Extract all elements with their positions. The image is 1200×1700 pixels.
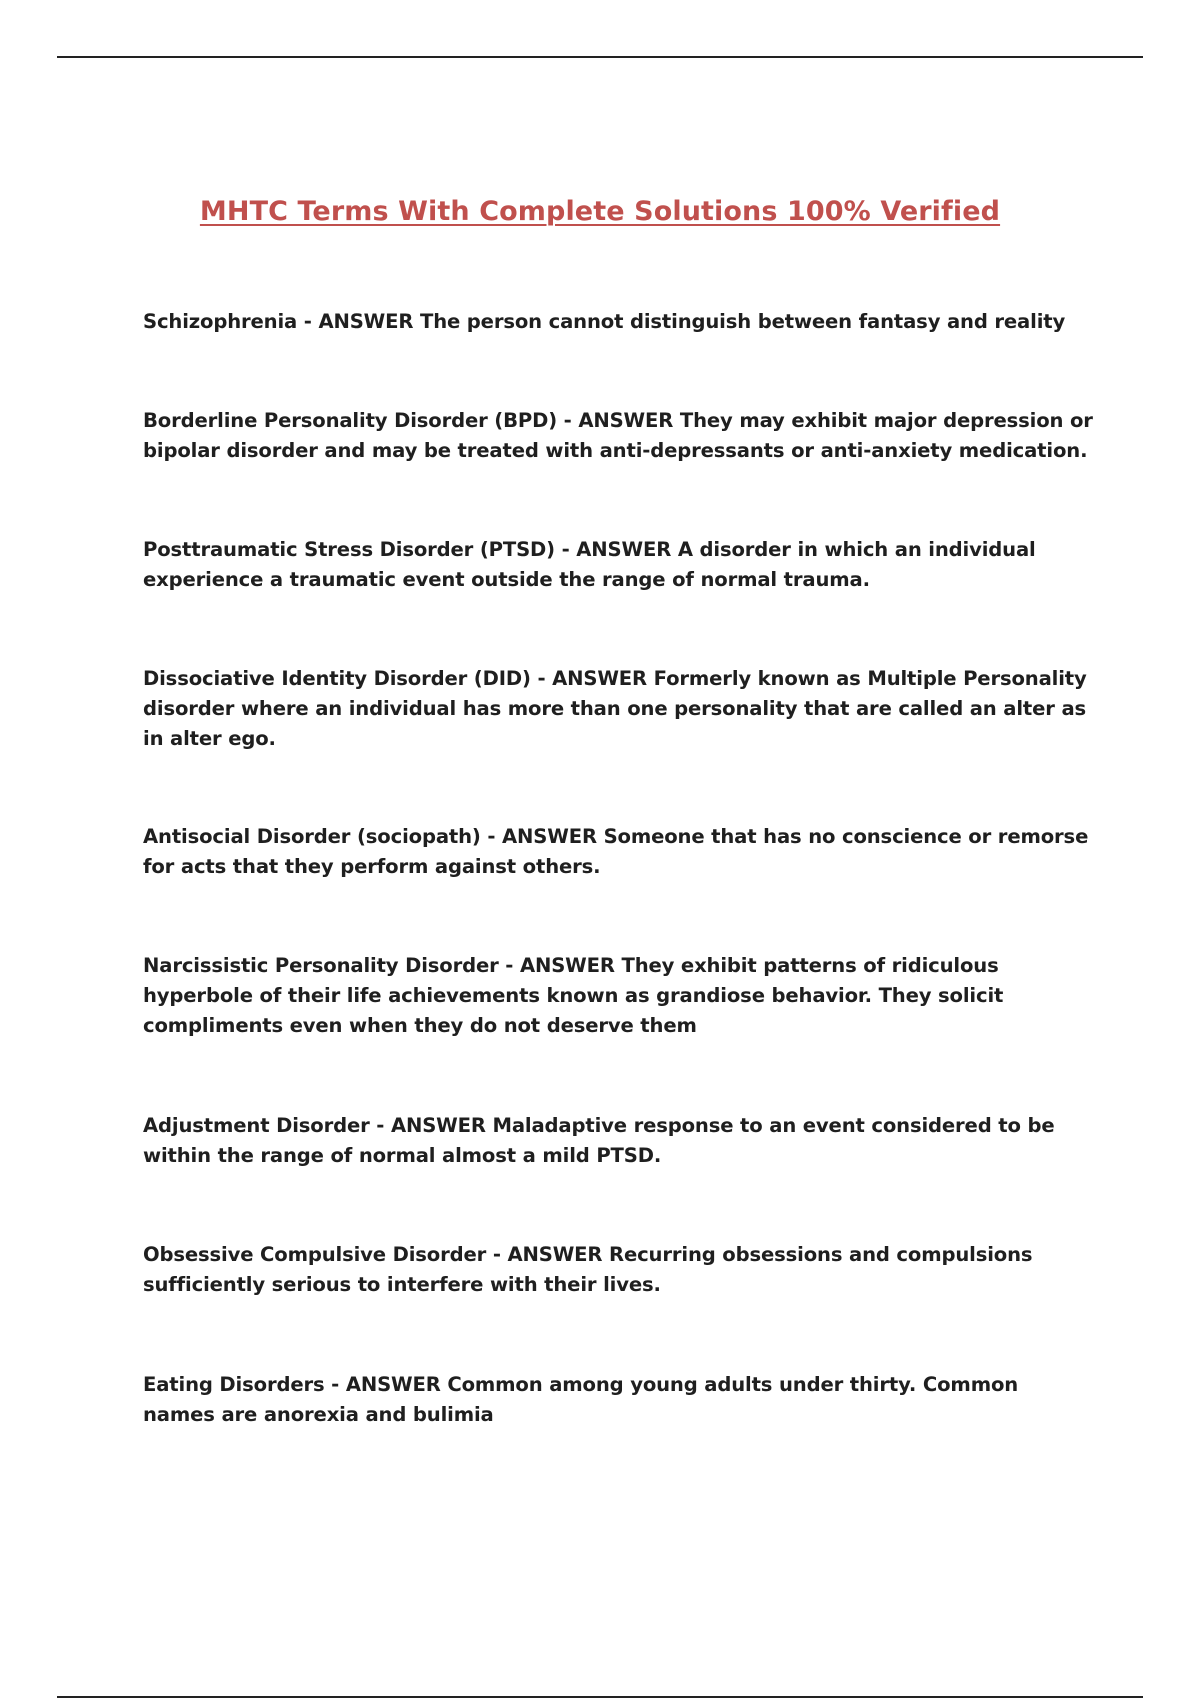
term-entry-did: Dissociative Identity Disorder (DID) - ANSWER Formerly known as Multiple Personality disorder where an individual has more than one personality that are called an alter as in alter ego. <box>143 667 1087 750</box>
term-entry-antisocial: Antisocial Disorder (sociopath) - ANSWER Someone that has no conscience or remorse for acts that they perform against others. <box>143 825 1089 878</box>
footer-divider <box>57 1696 1143 1698</box>
term-entry-schizophrenia: Schizophrenia - ANSWER The person cannot distinguish between fantasy and reality <box>143 310 1066 333</box>
term-entry-narcissistic: Narcissistic Personality Disorder - ANSWER They exhibit patterns of ridiculous hyperbole of their life achievements known as grandiose behavior. They solicit compliments even when they do not deserve them <box>143 954 1004 1037</box>
term-entry-adjustment: Adjustment Disorder - ANSWER Maladaptive response to an event considered to be within the range of normal almost a mild PTSD. <box>143 1114 1055 1167</box>
term-entry-ptsd: Posttraumatic Stress Disorder (PTSD) - ANSWER A disorder in which an individual experience a traumatic event outside the range of normal trauma. <box>143 538 1036 591</box>
term-entry-ocd: Obsessive Compulsive Disorder - ANSWER Recurring obsessions and compulsions sufficiently serious to interfere with their lives. <box>143 1243 1033 1296</box>
term-entry-eating: Eating Disorders - ANSWER Common among young adults under thirty. Common names are anorexia and bulimia <box>143 1373 1019 1426</box>
term-entry-bpd: Borderline Personality Disorder (BPD) - ANSWER They may exhibit major depression or bipolar disorder and may be treated with anti-depressants or anti-anxiety medication. <box>143 409 1093 462</box>
header-divider <box>57 56 1143 58</box>
term-list <box>143 307 1093 1430</box>
document-title: MHTC Terms With Complete Solutions 100% Verified <box>199 196 1001 227</box>
